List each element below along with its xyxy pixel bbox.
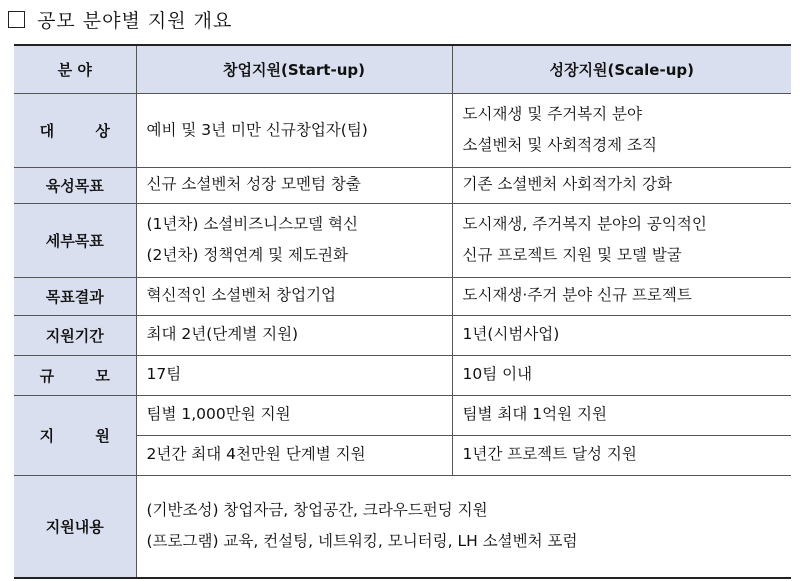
content-line-1: (기반조성) 창업자금, 창업공간, 크라우드펀딩 지원: [146, 501, 488, 520]
support-startup-1: 팀별 1,000만원 지원: [136, 395, 452, 435]
detail-scaleup: [452, 203, 791, 277]
result-startup: 혁신적인 소셜벤처 창업기업: [136, 277, 452, 315]
table-row-result: [14, 277, 791, 315]
table-row-scale: [14, 355, 791, 395]
row-label-period: 지원기간: [14, 315, 136, 355]
content-line-2: (프로그램) 교육, 컨설팅, 네트워킹, 모니터링, LH 소셜벤처 포럼: [146, 532, 578, 551]
row-label-scale: 규 모: [14, 355, 136, 395]
period-scaleup: 1년(시범사업): [452, 315, 791, 355]
table-row-goal: [14, 167, 791, 203]
target-scaleup-line-2: 소셜벤처 및 사회적경제 조직: [462, 136, 657, 154]
row-label-result: 목표결과: [14, 277, 136, 315]
section-title: [8, 4, 232, 34]
table-row-detail: [14, 203, 791, 277]
header-startup: 창업지원(Start-up): [136, 45, 452, 93]
result-scaleup: 도시재생·주거 분야 신규 프로젝트: [452, 277, 791, 315]
table-header-row: [14, 45, 791, 93]
table-row-target: [14, 93, 791, 167]
header-field: 분 야: [14, 45, 136, 93]
target-scaleup: [452, 93, 791, 167]
target-startup: [136, 93, 452, 167]
target-scaleup-line-1: 도시재생 및 주거복지 분야: [462, 105, 642, 123]
row-label-support: 지 원: [14, 395, 136, 475]
checkbox-icon: [8, 11, 25, 28]
detail-startup-line-1: (1년차) 소셜비즈니스모델 혁신: [146, 215, 358, 233]
detail-scaleup-line-1: 도시재생, 주거복지 분야의 공익적인: [462, 215, 707, 233]
row-label-content: 지원내용: [14, 475, 136, 578]
row-label-goal: 육성목표: [14, 167, 136, 203]
table-row-support-1: [14, 395, 791, 435]
detail-scaleup-line-2: 신규 프로젝트 지원 및 모델 발굴: [462, 246, 682, 264]
detail-startup-line-2: (2년차) 정책연계 및 제도권화: [146, 246, 348, 264]
scale-startup: 17팀: [136, 355, 452, 395]
content-cell: [136, 475, 791, 578]
section-title-text: 공모 분야별 지원 개요: [37, 9, 233, 32]
goal-startup: 신규 소셜벤처 성장 모멘텀 창출: [136, 167, 452, 203]
table-row-content: [14, 475, 791, 578]
row-label-detail: 세부목표: [14, 203, 136, 277]
target-startup-line: 예비 및 3년 미만 신규창업자(팀): [146, 120, 368, 139]
support-scaleup-1: 팀별 최대 1억원 지원: [452, 395, 791, 435]
table-row-period: [14, 315, 791, 355]
period-startup: 최대 2년(단계별 지원): [136, 315, 452, 355]
scale-scaleup: 10팀 이내: [452, 355, 791, 395]
header-scaleup: 성장지원(Scale-up): [452, 45, 791, 93]
goal-scaleup: 기존 소셜벤처 사회적가치 강화: [452, 167, 791, 203]
support-scaleup-2: 1년간 프로젝트 달성 지원: [452, 435, 791, 475]
row-label-target: 대 상: [14, 93, 136, 167]
support-overview-table: [14, 44, 791, 579]
support-startup-2: 2년간 최대 4천만원 단계별 지원: [136, 435, 452, 475]
detail-startup: [136, 203, 452, 277]
